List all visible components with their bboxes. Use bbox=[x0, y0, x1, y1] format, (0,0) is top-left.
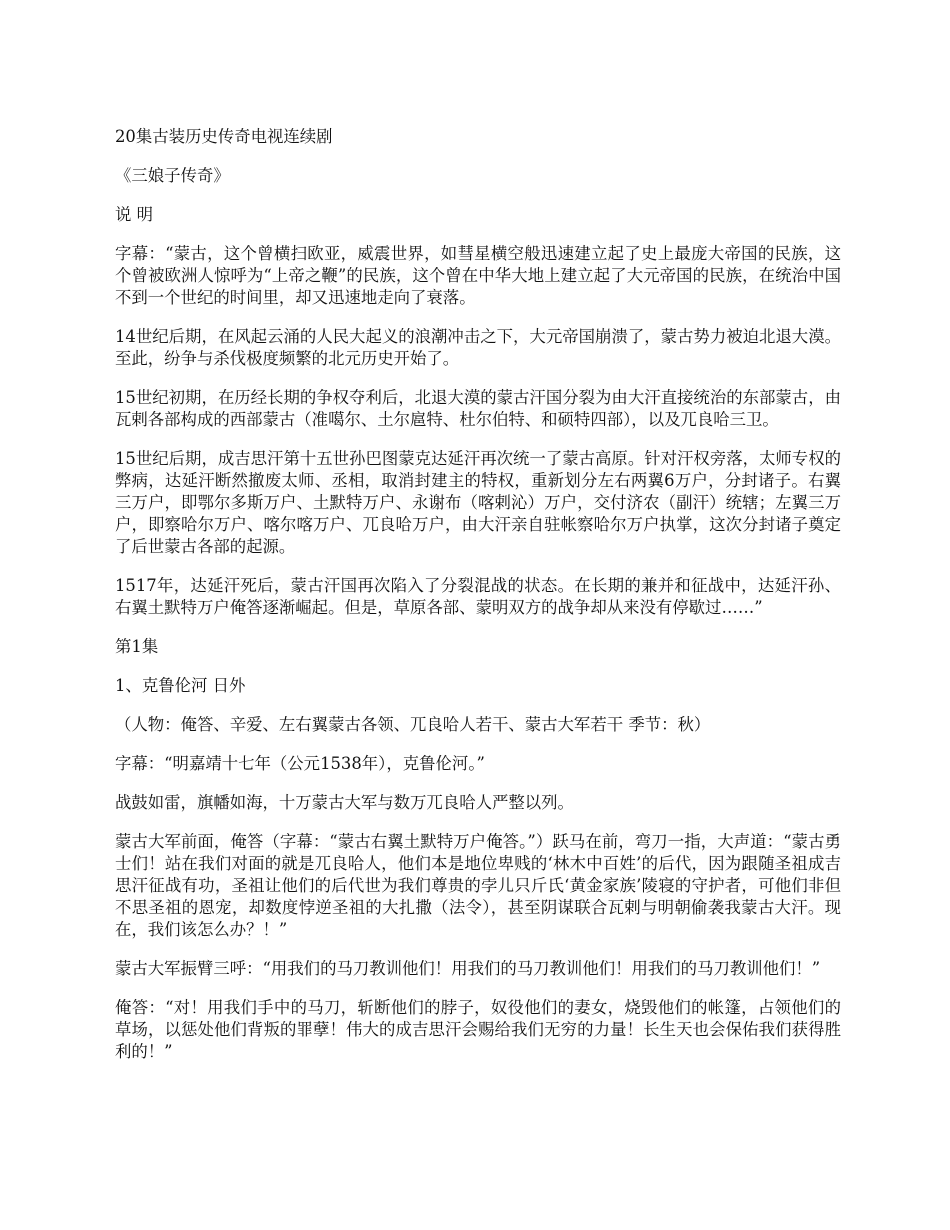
scene-heading: 1、克鲁伦河 日外 bbox=[115, 676, 246, 695]
episode-heading: 第1集 bbox=[115, 637, 159, 656]
drama-title: 《三娘子传奇》 bbox=[115, 166, 230, 185]
body-paragraph: 14世纪后期，在风起云涌的人民大起义的浪潮冲击之下，大元帝国崩溃了，蒙古势力被迫北退大漠。至此，纷争与杀伐极度频繁的北元历史开始了。 bbox=[115, 327, 841, 368]
body-paragraph: 蒙古大军前面，俺答（字幕：“蒙古右翼土默特万户俺答。”）跃马在前，弯刀一指，大声道：“蒙古勇士们！站在我们对面的就是兀良哈人，他们本是地位卑贱的‘林木中百姓’的后代，因为跟随圣祖成吉思汗征战有功，圣祖让他们的后代世为我们尊贵的孛儿只斤氏‘黄金家族’陵寝的守护者，可他们非但不思圣祖的恩宠，却数度悖逆圣祖的大扎撒（法令），甚至阴谋联合瓦剌与明朝偷袭我蒙古大汗。现在，我们该怎么办？！” bbox=[115, 832, 841, 939]
body-paragraph: 15世纪初期，在历经长期的争权夺利后，北退大漠的蒙古汗国分裂为由大汗直接统治的东部蒙古，由瓦剌各部构成的西部蒙古（准噶尔、土尔扈特、杜尔伯特、和硕特四部），以及兀良哈三卫。 bbox=[115, 388, 841, 429]
body-paragraph: 蒙古大军振臂三呼：“用我们的马刀教训他们！用我们的马刀教训他们！用我们的马刀教训他们！” bbox=[115, 959, 821, 978]
document-page bbox=[115, 126, 841, 1080]
body-paragraph: 1517年，达延汗死后，蒙古汗国再次陷入了分裂混战的状态。在长期的兼并和征战中，达延汗孙、右翼土默特万户俺答逐渐崛起。但是，草原各部、蒙明双方的战争却从来没有停歇过……” bbox=[115, 576, 841, 617]
body-paragraph: 字幕：“蒙古，这个曾横扫欧亚，威震世界，如彗星横空般迅速建立起了史上最庞大帝国的民族，这个曾被欧洲人惊呼为“上帝之鞭”的民族，这个曾在中华大地上建立起了大元帝国的民族，在统治中国不到一个世纪的时间里，却又迅速地走向了衰落。 bbox=[115, 244, 841, 307]
body-paragraph: 俺答：“对！用我们手中的马刀，斩断他们的脖子，奴役他们的妻女，烧毁他们的帐篷，占领他们的草场，以惩处他们背叛的罪孽！伟大的成吉思汗会赐给我们无穷的力量！长生天也会保佑我们获得胜利的！” bbox=[115, 998, 841, 1061]
section-heading-notes: 说 明 bbox=[115, 205, 153, 224]
series-subtitle: 20集古装历史传奇电视连续剧 bbox=[115, 127, 333, 146]
body-paragraph: 战鼓如雷，旗幡如海，十万蒙古大军与数万兀良哈人严整以列。 bbox=[115, 793, 574, 812]
scene-cast-note: （人物：俺答、辛爱、左右翼蒙古各领、兀良哈人若干、蒙古大军若干 季节：秋） bbox=[115, 715, 711, 734]
body-paragraph: 字幕：“明嘉靖十七年（公元1538年），克鲁伦河。” bbox=[115, 754, 485, 773]
body-paragraph: 15世纪后期，成吉思汗第十五世孙巴图蒙克达延汗再次统一了蒙古高原。针对汗权旁落，太师专权的弊病，达延汗断然撤废太师、丞相，取消封建主的特权，重新划分左右两翼6万户，分封诸子。右翼三万户，即鄂尔多斯万户、土默特万户、永谢布（喀剌沁）万户，交付济农（副汗）统辖；左翼三万户，即察哈尔万户、喀尔喀万户、兀良哈万户，由大汗亲自驻帐察哈尔万户执掌，这次分封诸子奠定了后世蒙古各部的起源。 bbox=[115, 449, 841, 556]
